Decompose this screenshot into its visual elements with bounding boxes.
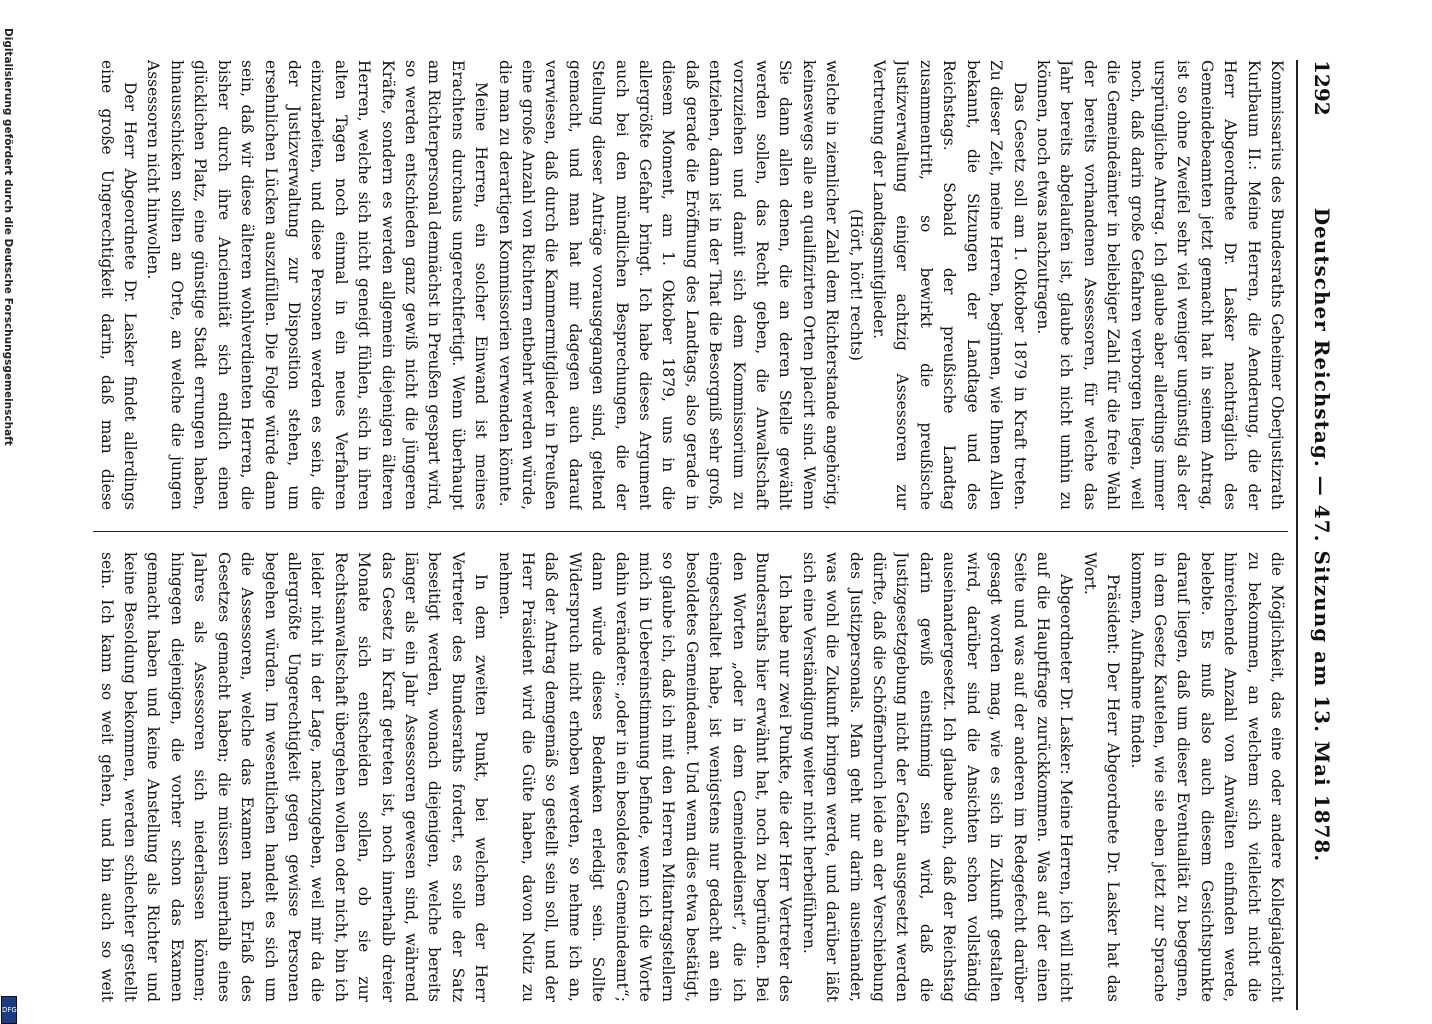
left-column (93, 60, 1288, 510)
right-column-paragraph: Abgeordneter Dr. Lasker: Meine Herren, ich will nicht auf die Hauptfrage zurückkommen. Was auf der einen Seite und was auf der anderen im Redegefecht darüber gesagt worden mag, wie es sich in Zukunft gestalten wird, darüber sind die Ansichten schon vollständig auseinandergesetzt. Ich glaube auch, daß der Reichstag darin gewiß einstimmig sein wird, daß die Justizgesetzgebung nicht der Gefahr ausgesetzt werden dürfte, daß die Schöffenbruch leide an der Verschiebung des Justizpersonals. Man geht nur darin auseinander, was wohl die Zukunft bringen werde, und darüber läßt sich eine Verständigung weiter nicht herbeiführen. (799, 552, 1076, 1002)
right-column-paragraph: In dem zweiten Punkt, bei welchem der Herr Vertreter des Bundesraths fordert, es solle der Satz beseitigt werden, wonach diejenigen, welche bereits länger als ein Jahr Assessoren gewesen sind, während das Gesetz in Kraft getreten ist, noch innerhalb dreier Monate sich entscheiden sollen, ob sie zur Rechtsanwaltschaft übergehen wollen oder nicht, bin ich leider nicht in der Lage, nachzugeben, weil mir da die allergrößte Ungerechtigkeit gegen gewisse Personen begehen würden. Im wesentlichen handelt es sich um die Assessoren, welche das Examen nach Erlaß des Gesetzes gemacht haben; die müssen innerhalb eines Jahres als Assessoren sich niederlassen können; hingegen diejenigen, die vorher schon das Examen gemacht haben und keine Anstellung als Richter und keine Besoldung bekommen, werden schlechter gestellt sein. Ich kann so weit gehen, und bin auch so weit (97, 552, 491, 1002)
page-header (1296, 60, 1340, 1010)
column-divider (93, 531, 1288, 532)
right-column-paragraph: Präsident: Der Herr Abgeordnete Dr. Lasker hat das Wort. (1080, 552, 1123, 1002)
left-column-paragraph: Meine Herren, ein solcher Einwand ist meines Erachtens durchaus ungerechtfertigt. Wenn überhaupt am Richterpersonal demnächst in Preußen gespart wird, so werden entschieden ganz gewiß nicht die jüngeren Kräfte, sondern es werden allgemein diejenigen älteren Herren, welche sich nicht geneigt fühlen, sich in ihren alten Tagen noch einmal in ein neues Verfahren einzuarbeiten, und diese Personen werden es sein, die der Justizverwaltung zur Disposition stehen, um ersehnlichen Lücken auszufüllen. Die Folge würde dann sein, daß wir diese älteren wohlverdienten Herren, die bisher durch ihre Anciennität sich endlich einen glücklichen Platz, eine günstige Stadt errungen haben, hinausschicken sollten an Orte, an welche die jungen Assessoren nicht hinwollen. (144, 60, 491, 510)
left-column-paragraph: Der Herr Abgeordnete Dr. Lasker findet allerdings eine große Ungerechtigkeit darin, daß man diese (97, 60, 140, 510)
right-column-paragraph: Ich habe nur zwei Punkte, die der Herr Vertreter des Bundesraths hier erwähnt hat, noch zu begründen. Bei den Worten „oder in dem Gemeindedienst“, die ich eingeschaltet habe, ist wenigstens nur gedacht an ein besoldetes Gemeindeamt. Und wenn dies etwa bestätigt, so glaube ich, daß ich mit den Herren Mitantragstellern mich in Uebereinstimmung befinde, wenn ich die Worte dahin verändere: „oder in ein besoldetes Gemeindeamt“; dann würde dieses Bedenken erledigt sein. Sollte Widerspruch nicht erhoben werden, so nehme ich an, daß der Antrag demgemäß so gestellt sein soll, und der Herr Präsident wird die Güte haben, davon Notiz zu nehmen. (495, 552, 795, 1002)
right-column-paragraph: die Möglichkeit, das eine oder andere Kollegialgericht zu bekommen, an welchem sich vielleicht nicht die hinreichende Anzahl von Anwälten einfinden werde, belebte. Es muß also auch diesem Gesichtspunkte darauf liegen, daß um dieser Eventualität zu begegnen, in dem Gesetz Kautelen, wie sie eben jetzt zur Sprache kommen, Aufnahme finden. (1127, 552, 1286, 1002)
left-column-paragraph: welche in ziemlicher Zahl dem Richterstande angehörig, keineswegs alle an qualifizirten Orten placirt sind. Wenn Sie dann allen denen, die an deren Stelle gewählt werden sollen, das Recht geben, die Anwaltschaft vorzuziehen und damit sich dem Kommissorium zu entziehen, dann ist in der That die Besorgniß sehr groß, daß gerade die Eröffnung des Landtags, also gerade in diesem Moment, am 1. Oktober 1879, uns in die allergrößte Gefahr bringt. Ich habe dieses Argument auch bei den mündlichen Besprechungen, die der Stellung dieser Anträge vorausgegangen sind, geltend gemacht, und man hat mir dagegen auch darauf verwiesen, daß durch die Kammermitglieder in Preußen eine große Anzahl von Richtern entbehrt werden würde, die man zu derartigen Kommissorien verwenden könnte. (495, 60, 842, 510)
document-page (85, 60, 1340, 1010)
page-number: 1292 (1310, 60, 1334, 116)
left-column-paragraph: Das Gesetz soll am 1. Oktober 1879 in Kraft treten. Zu dieser Zeit, meine Herren, beginnen, wie Ihnen Allen bekannt, die Sitzungen der Landtage und des Reichstags. Sobald der preußische Landtag zusammentritt, so bewirkt die preußische Justizverwaltung einiger achtzig Assessoren zur Vertretung der Landtagsmitglieder. (870, 60, 1029, 510)
left-column-paragraph: Kommissarius des Bundesraths Geheimer Oberjustizrath Kurlbaum II.: Meine Herren, die Aenderung, die der Herr Abgeordnete Dr. Lasker nachträglich des Gemeindebeamten jetzt gemacht hat in seinem Antrag, ist so ohne Zweifel sehr viel weniger ungünstig als der ursprüngliche Antrag. Ich glaube aber allerdings immer noch, daß darin große Gefahren verborgen liegen, weil die Gemeindeämter in beliebiger Zahl für die freie Wahl der bereits vorhandenen Assessoren, für welche das Jahr bereits abgelaufen ist, glaube ich nicht umhin zu können, noch etwas nachzutragen. (1033, 60, 1286, 510)
right-column (93, 552, 1288, 1002)
page-title: Deutscher Reichstag. — 47. Sitzung am 13. Mai 1878. (1310, 207, 1334, 863)
dfg-logo: DFG (1, 996, 17, 1024)
digitization-footer (1, 28, 17, 1014)
funding-note: Digitalisierung gefördert durch die Deutsche Forschungsgemeinschaft (2, 28, 14, 446)
left-column-paragraph: (Hört, hört! rechts) (846, 209, 865, 361)
